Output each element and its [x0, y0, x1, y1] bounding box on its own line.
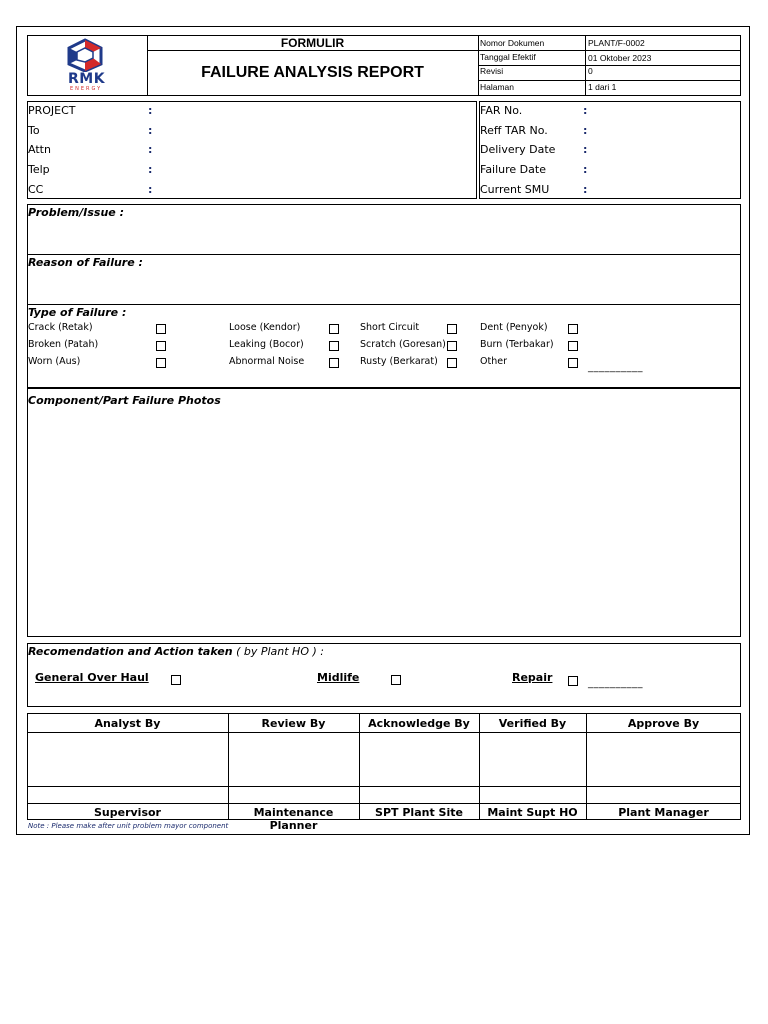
recommendation-note: ( by Plant HO ) :: [236, 645, 324, 658]
colon: :: [148, 124, 153, 137]
option-rusty: Rusty (Berkarat): [360, 356, 438, 367]
meta-value-halaman: 1 dari 1: [588, 82, 617, 92]
role-maintenance-planner: Maintenance Planner: [253, 806, 334, 832]
option-crack: Crack (Retak): [28, 322, 93, 333]
colon: :: [148, 143, 153, 156]
colon: :: [583, 183, 588, 196]
header-acknowledge-by: Acknowledge By: [368, 717, 470, 730]
meta-label-tanggal: Tanggal Efektif: [480, 52, 536, 62]
header-verified-by: Verified By: [498, 717, 567, 730]
repair-blank-line[interactable]: __________: [588, 678, 643, 689]
checkbox-leaking[interactable]: [329, 341, 339, 351]
label-delivery-date: Delivery Date: [480, 143, 556, 156]
role-spt-plant-site: SPT Plant Site: [375, 806, 463, 819]
label-current-smu: Current SMU: [480, 183, 550, 196]
option-short-circuit: Short Circuit: [360, 322, 420, 333]
signature-cell-review[interactable]: [229, 733, 358, 785]
role-supervisor: Supervisor: [94, 806, 161, 819]
option-worn: Worn (Aus): [28, 356, 81, 367]
header-analyst-by: Analyst By: [94, 717, 161, 730]
logo-subtext: ENERGY: [70, 86, 103, 92]
checkbox-abnormal-noise[interactable]: [329, 358, 339, 368]
option-burn: Burn (Terbakar): [480, 339, 554, 350]
option-midlife: Midlife: [317, 671, 360, 684]
colon: :: [583, 163, 588, 176]
option-scratch: Scratch (Goresan): [360, 339, 446, 350]
option-leaking: Leaking (Bocor): [229, 339, 304, 350]
colon: :: [583, 104, 588, 117]
option-abnormal-noise: Abnormal Noise: [229, 356, 305, 367]
page-title: FAILURE ANALYSIS REPORT: [201, 64, 424, 81]
meta-label-nomor: Nomor Dokumen: [480, 38, 545, 48]
label-cc: CC: [28, 183, 44, 196]
other-blank-line[interactable]: __________: [588, 362, 643, 373]
meta-label-halaman: Halaman: [480, 82, 515, 92]
meta-label-revisi: Revisi: [480, 66, 504, 76]
meta-value-nomor: PLANT/F-0002: [588, 38, 645, 48]
checkbox-scratch[interactable]: [447, 341, 457, 351]
label-project: PROJECT: [28, 104, 76, 117]
photos-heading: Component/Part Failure Photos: [28, 394, 221, 407]
checkbox-other[interactable]: [568, 358, 578, 368]
checkbox-midlife[interactable]: [391, 675, 401, 685]
type-heading: Type of Failure :: [28, 306, 127, 319]
checkbox-worn[interactable]: [156, 358, 166, 368]
checkbox-repair[interactable]: [568, 676, 578, 686]
option-loose: Loose (Kendor): [229, 322, 301, 333]
photos-section[interactable]: [27, 388, 741, 637]
signature-cell-analyst[interactable]: [28, 733, 227, 785]
colon: :: [583, 124, 588, 137]
meta-value-tanggal: 01 Oktober 2023: [588, 53, 652, 63]
problem-section[interactable]: [27, 204, 741, 255]
colon: :: [148, 163, 153, 176]
label-far-no: FAR No.: [480, 104, 523, 117]
label-telp: Telp: [28, 163, 50, 176]
rmk-logo-icon: [60, 38, 110, 72]
rmk-logo: [60, 38, 110, 94]
label-failure-date: Failure Date: [480, 163, 546, 176]
footer-note: Note : Please make after unit problem mayor component: [28, 822, 229, 830]
option-general-over-haul: General Over Haul: [35, 671, 149, 684]
label-to: To: [28, 124, 40, 137]
logo-text: RMK: [68, 71, 106, 87]
signature-cell-acknowledge[interactable]: [360, 733, 478, 785]
info-left-block: [27, 101, 477, 199]
colon: :: [583, 143, 588, 156]
checkbox-broken[interactable]: [156, 341, 166, 351]
reason-heading: Reason of Failure :: [28, 256, 143, 269]
formulir-label: FORMULIR: [280, 36, 345, 50]
role-maint-supt-ho: Maint Supt HO: [487, 806, 578, 819]
recommendation-heading: [28, 646, 324, 657]
checkbox-burn[interactable]: [568, 341, 578, 351]
recommendation-title: Recomendation and Action taken: [28, 645, 233, 658]
meta-value-revisi: 0: [588, 66, 593, 76]
checkbox-crack[interactable]: [156, 324, 166, 334]
option-repair: Repair: [512, 671, 553, 684]
colon: :: [148, 183, 153, 196]
label-reff-tar: Reff TAR No.: [480, 124, 548, 137]
role-plant-manager: Plant Manager: [618, 806, 709, 819]
label-attn: Attn: [28, 143, 51, 156]
checkbox-dent[interactable]: [568, 324, 578, 334]
option-other: Other: [480, 356, 507, 367]
problem-heading: Problem/Issue :: [28, 206, 124, 219]
signature-cell-verified[interactable]: [480, 733, 585, 785]
header-approve-by: Approve By: [627, 717, 700, 730]
option-dent: Dent (Penyok): [480, 322, 548, 333]
checkbox-loose[interactable]: [329, 324, 339, 334]
checkbox-rusty[interactable]: [447, 358, 457, 368]
checkbox-short-circuit[interactable]: [447, 324, 457, 334]
signature-cell-approve[interactable]: [587, 733, 740, 785]
option-broken: Broken (Patah): [28, 339, 99, 350]
checkbox-general-over-haul[interactable]: [171, 675, 181, 685]
header-review-by: Review By: [261, 717, 326, 730]
colon: :: [148, 104, 153, 117]
